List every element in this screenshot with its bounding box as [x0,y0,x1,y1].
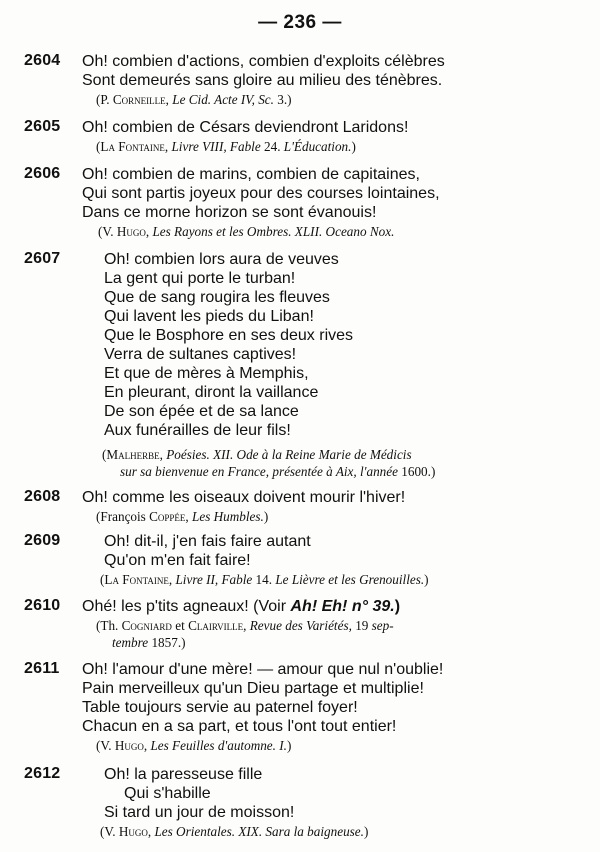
citation: (Malherbe, Poésies. XII. Ode à la Reine Marie de Médicis [102,447,412,462]
verse-line: Dans ce morne horizon se sont évanouis! [82,204,377,221]
entry-number: 2604 [24,52,61,69]
verse-line: Qui s'habille [124,785,211,802]
verse-line: De son épée et de sa lance [104,403,299,420]
entry-number: 2609 [24,532,61,549]
page-number: — 236 — [258,12,342,33]
cross-reference[interactable]: Ah! Eh! n° 39. [290,598,395,615]
verse-line: Oh! la paresseuse fille [104,766,263,783]
citation: (V. Hugo, Les Orientales. XIX. Sara la baigneuse.) [100,824,369,839]
verse-line: Ohé! les p'tits agneaux! (Voir Ah! Eh! n° 39.) [82,598,401,615]
verse-line: Et que de mères à Memphis, [104,365,309,382]
verse-line: Sont demeurés sans gloire au milieu des ténèbres. [82,72,443,89]
citation: (P. Corneille, Le Cid. Acte IV, Sc. 3.) [96,92,292,107]
citation: (V. Hugo, Les Feuilles d'automne. I.) [96,738,292,753]
verse-line: Que le Bosphore en ses deux rives [104,327,354,344]
citation-continued: tembre 1857.) [112,635,186,650]
entry-number: 2606 [24,165,61,182]
verse-line: Pain merveilleux qu'un Dieu partage et multiplie! [82,680,424,697]
citation: (La Fontaine, Livre VIII, Fable 24. L'Éducation.) [96,139,356,154]
citation: (François Coppée, Les Humbles.) [96,509,269,524]
citation: (La Fontaine, Livre II, Fable 14. Le Lièvre et les Grenouilles.) [100,572,429,587]
verse-line: En pleurant, diront la vaillance [104,384,319,401]
entry-number: 2610 [24,597,61,614]
verse-line: La gent qui porte le turban! [104,270,296,287]
verse-line: Si tard un jour de moisson! [104,804,295,821]
verse-line: Aux funérailles de leur fils! [104,422,291,439]
citation-continued: sur sa bienvenue en France, présentée à Aix, l'année 1600.) [120,464,436,479]
verse-line: Oh! combien de Césars deviendront Laridons! [82,119,409,136]
verse-line: Qu'on m'en fait faire! [104,552,251,569]
entry-number: 2611 [24,660,60,677]
verse-line: Oh! l'amour d'une mère! — amour que nul n'oublie! [82,661,444,678]
citation: (Th. Cogniard et Clairville, Revue des Variétés, 19 sep- [96,618,394,633]
verse-line: Oh! combien d'actions, combien d'exploits célèbres [82,53,445,70]
verse-line: Qui sont partis joyeux pour des courses lointaines, [82,185,440,202]
verse-line: Que de sang rougira les fleuves [104,289,330,306]
verse-line: Chacun en a sa part, et tous l'ont tout entier! [82,718,397,735]
entry-number: 2612 [24,765,61,782]
citation: (V. Hugo, Les Rayons et les Ombres. XLII. Oceano Nox. [98,224,395,239]
verse-line: Table toujours servie au paternel foyer! [82,699,358,716]
entry-number: 2605 [24,118,61,135]
verse-line: Verra de sultanes captives! [104,346,297,363]
entry-number: 2607 [24,250,61,267]
verse-line: Oh! comme les oiseaux doivent mourir l'hiver! [82,489,406,506]
verse-line: Oh! combien de marins, combien de capitaines, [82,166,420,183]
entry-number: 2608 [24,488,61,505]
verse-line: Qui lavent les pieds du Liban! [104,308,314,325]
verse-line: Oh! dit-il, j'en fais faire autant [104,533,311,550]
verse-line: Oh! combien lors aura de veuves [104,251,339,268]
